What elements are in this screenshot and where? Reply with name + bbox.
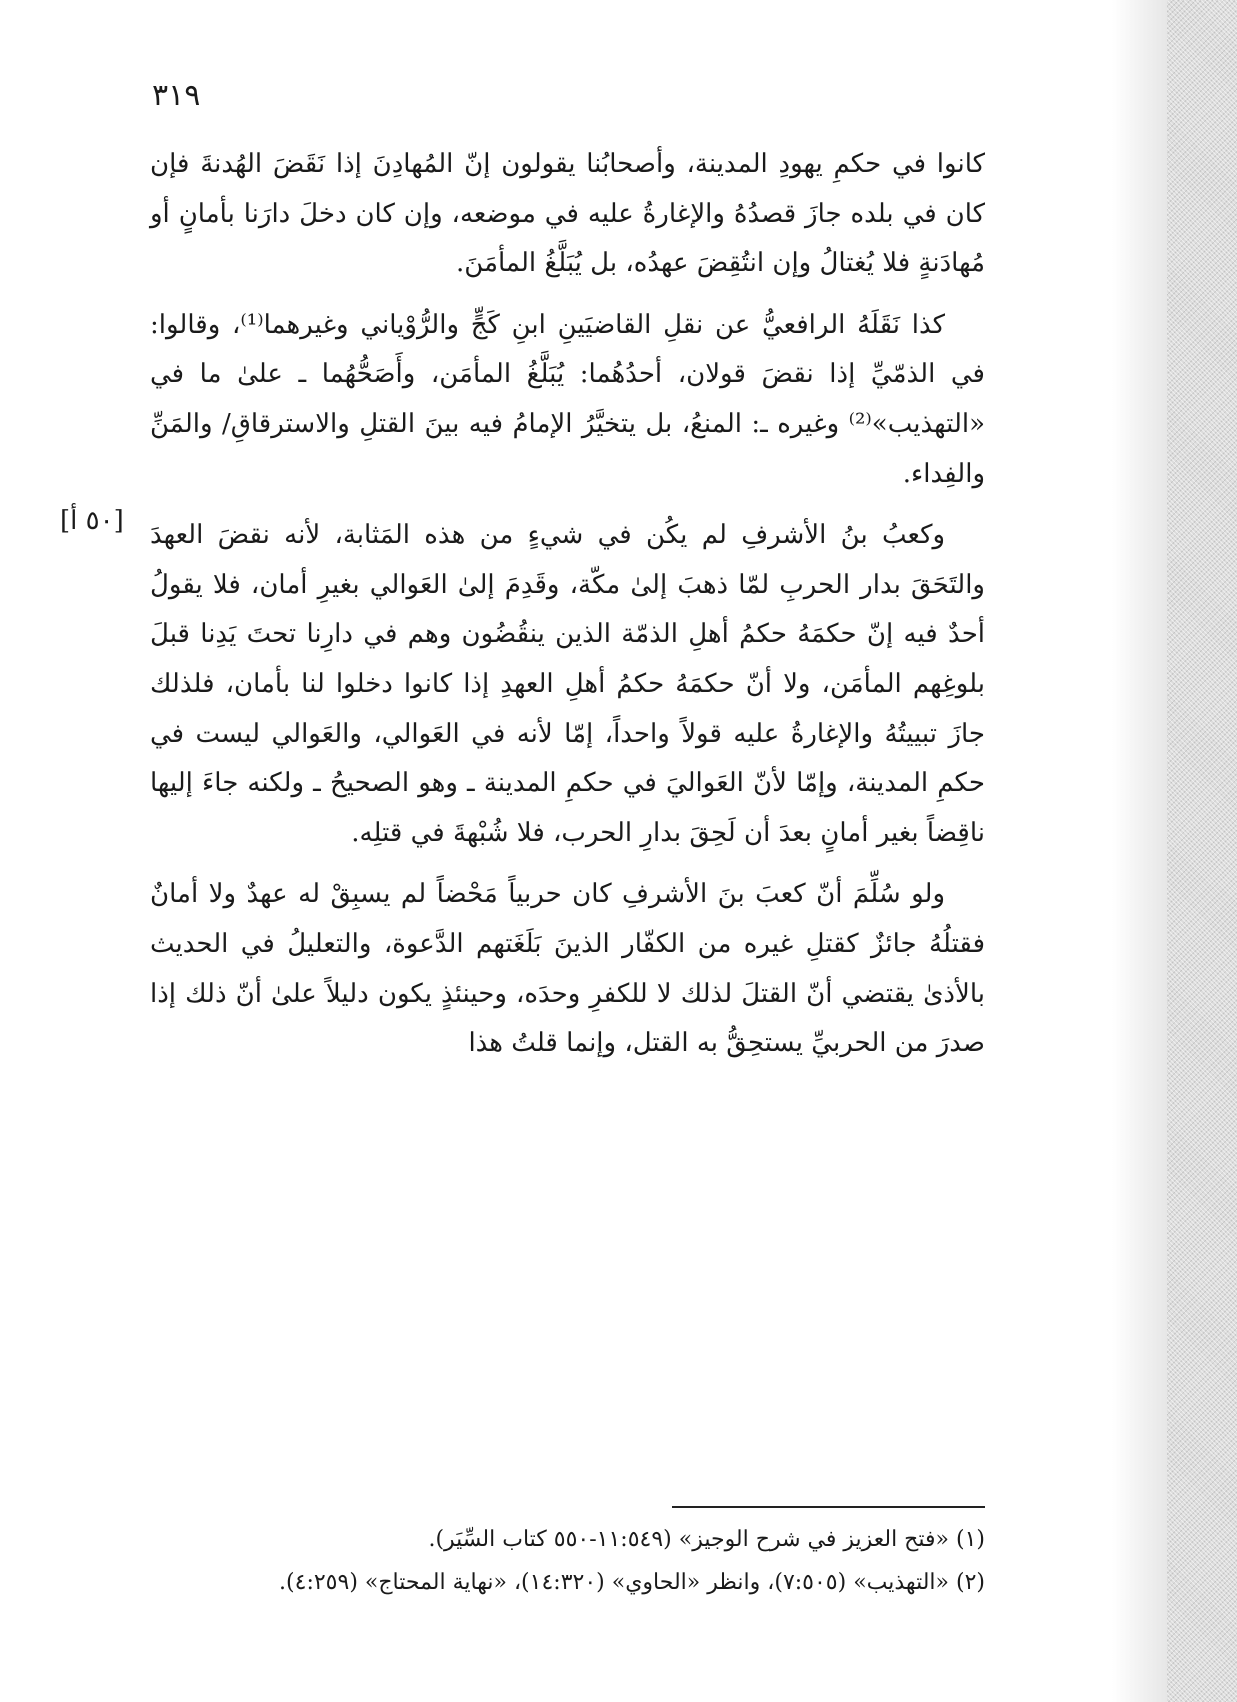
paragraph-2: كذا نَقَلَهُ الرافعيُّ عن نقلِ القاضيَينِ ابنِ كَجٍّ والرُّوْياني وغيرهما⁽¹⁾، وقالوا: في الذمّيِّ إذا نقضَ قولان، أحدُهُما: يُبَلَّغُ المأمَن، وأَصَحُّهُما ـ علىٰ ما في «التهذيب»⁽²⁾ وغيره ـ: المنعُ، بل يتخيَّرُ الإمامُ فيه بينَ القتلِ والاسترقاقِ/ والمَنِّ والفِداء. [150,309,985,489]
footnote-1: (١) «فتح العزيز في شرح الوجيز» (١١:٥٤٩-٥٥٠ كتاب السِّيَر). [428,1527,985,1552]
footnote-2: (٢) «التهذيب» (٧:٥٠٥)، وانظر «الحاوي» (١٤:٣٢٠)، «نهاية المحتاج» (٤:٢٥٩). [279,1570,985,1595]
page-number: ٣١٩ [152,78,201,113]
paragraph-1: كانوا في حكمِ يهودِ المدينة، وأصحابُنا يقولون إنّ المُهادِنَ إذا نَقَضَ الهُدنةَ فإن كان في بلده جازَ قصدُهُ والإغارةُ عليه في موضعه، وإن كان دخلَ دارَنا بأمانٍ أو مُهادَنةٍ فلا يُغتالُ وإن انتُقِضَ عهدُه، بل يُبَلَّغُ المأمَنَ. [150,149,985,279]
main-text [150,140,985,1081]
footnotes [140,1518,985,1604]
footnote-divider [672,1506,985,1508]
paragraph-4: ولو سُلِّمَ أنّ كعبَ بنَ الأشرفِ كان حربياً مَحْضاً لم يسبِقْ له عهدٌ ولا أمانٌ فقتلُهُ جائزٌ كقتلِ غيره من الكفّار الذينَ بَلَغَتهم الدَّعوة، والتعليلُ في الحديث بالأذىٰ يقتضي أنّ القتلَ لذلك لا للكفرِ وحدَه، وحينئذٍ يكون دليلاً علىٰ أنّ ذلك إذا صدرَ من الحربيِّ يستحِقُّ به القتل، وإنما قلتُ هذا [150,879,986,1059]
paragraph-3: وكعبُ بنُ الأشرفِ لم يكُن في شيءٍ من هذه المَثابة، لأنه نقضَ العهدَ والتَحَقَ بدار الحربِ لمّا ذهبَ إلىٰ مكّة، وقَدِمَ إلىٰ العَوالي بغيرِ أمان، فلا يقولُ أحدٌ فيه إنّ حكمَهُ حكمُ أهلِ الذمّة الذين ينقُضُون وهم في دارِنا تحتَ يَدِنا قبلَ بلوغِهم المأمَن، ولا أنّ حكمَهُ حكمُ أهلِ العهدِ إذا كانوا دخلوا لنا بأمان، فلذلك جازَ تبييتُهُ والإغارةُ عليه قولاً واحداً، إمّا لأنه في العَوالي، والعَوالي ليست في حكمِ المدينة، وإمّا لأنّ العَواليَ في حكمِ المدينة ـ وهو الصحيحُ ـ ولكنه جاءَ إليها ناقِضاً بغير أمانٍ بعدَ أن لَحِقَ بدارِ الحرب، فلا شُبْهةَ في قتلِه. [150,520,985,848]
manuscript-folio-marker: [٥٠ أ] [60,506,124,536]
scan-shadow-edge [1167,0,1237,1702]
